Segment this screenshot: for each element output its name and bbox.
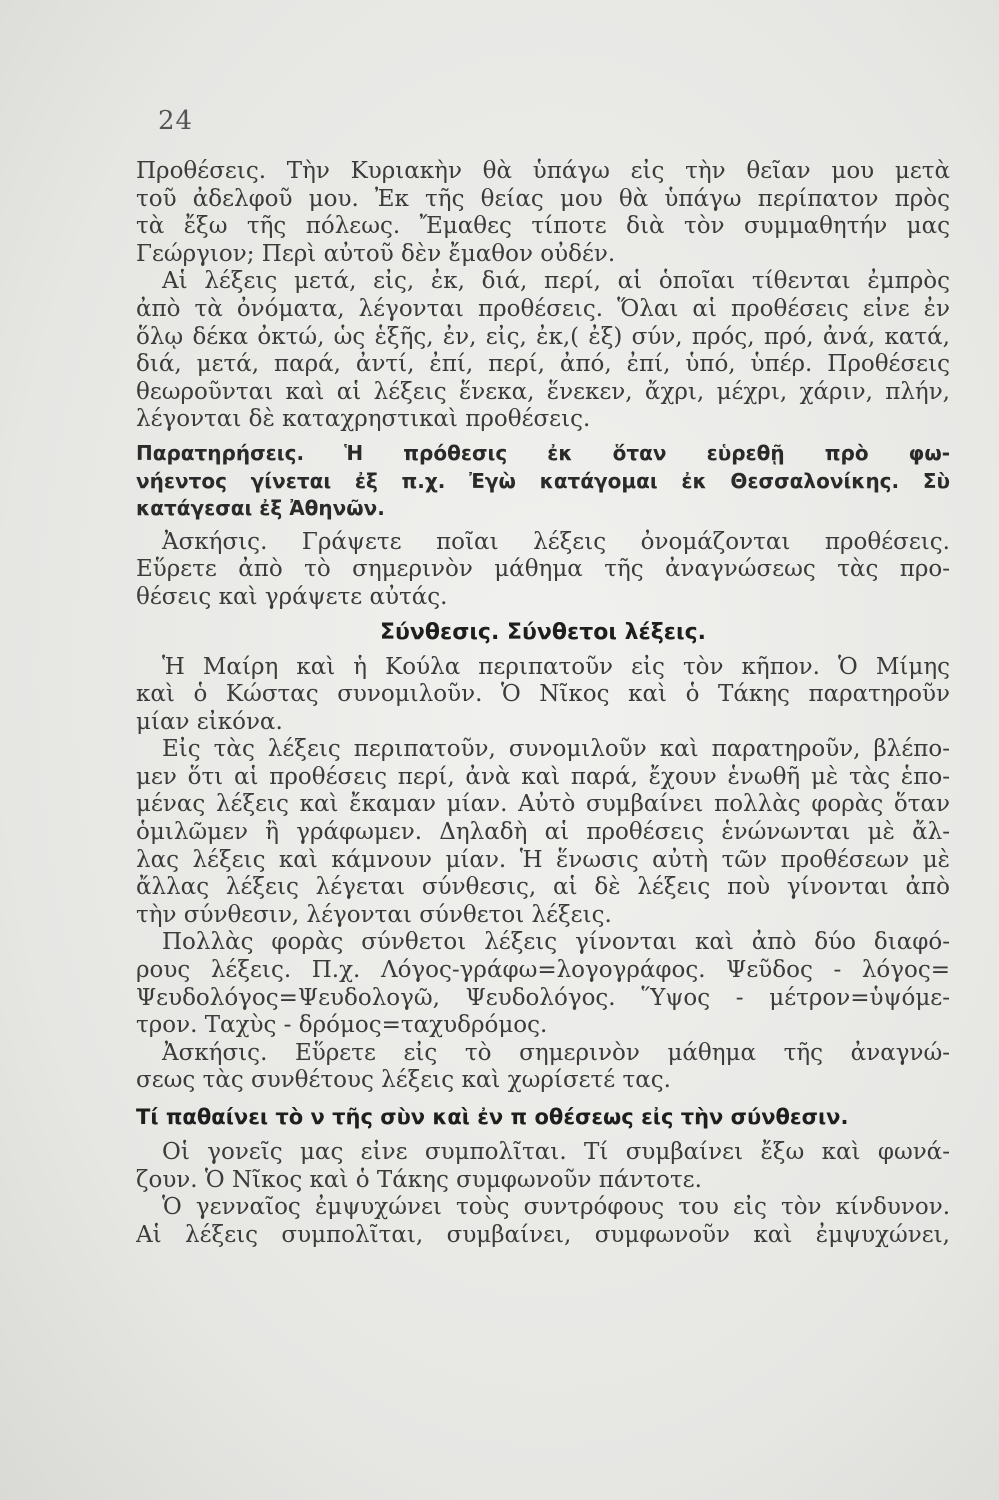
exercise-line: Εὕρετε ἀπὸ τὸ σημερινὸν μάθημα τῆς ἀναγνώσεως τὰς προ- [136,556,950,583]
text-line: ἄλλας λέξεις λέγεται σύνθεσις, αἱ δὲ λέξεις ποὺ γίνονται ἀπὸ [136,874,950,901]
text-line: καὶ ὁ Κώστας συνομιλοῦν. Ὁ Νῖκος καὶ ὁ Τάκης παρατηροῦν [136,681,950,708]
text-line: λέγονται δὲ καταχρηστικαὶ προθέσεις. [136,406,591,433]
remark-line: νήεντος γίνεται ἐξ π.χ. Ἐγὼ κατάγομαι ἐκ Θεσσαλονίκης. Σὺ [136,468,950,493]
text-line: Ὁ γενναῖος ἐμψυχώνει τοὺς συντρόφους του εἰς τὸν κίνδυνον. [162,1194,950,1221]
text-line: Οἱ γονεῖς μας εἶνε συμπολῖται. Τί συμβαίνει ἔξω καὶ φωνά- [162,1139,950,1165]
text-line: θεωροῦνται καὶ αἱ λέξεις ἕνεκα, ἕνεκεν, ἄχρι, μέχρι, χάριν, πλήν, [136,378,950,405]
text-line: τὴν σύνθεσιν, λέγονται σύνθετοι λέξεις. [136,901,612,928]
text-line: ἀπὸ τὰ ὀνόματα, λέγονται προθέσεις. Ὅλαι αἱ προθέσεις εἶνε ἐν [136,295,950,322]
text-line: ὁμιλῶμεν ἢ γράφωμεν. Δηλαδὴ αἱ προθέσεις ἑνώνωνται μὲ ἄλ- [136,819,950,846]
text-line: Πολλὰς φορὰς σύνθετοι λέξεις γίνονται καὶ ἀπὸ δύο διαφό- [162,929,950,956]
section-heading: Τί παθαίνει τὸ ν τῆς σὺν καὶ ἐν π οθέσεως εἰς τὴν σύνθεσιν. [136,1105,849,1129]
text-line: λας λέξεις καὶ κάμνουν μίαν. Ἡ ἕνωσις αὐτὴ τῶν προθέσεων μὲ [136,846,950,873]
text-line: ὅλῳ δέκα ὀκτώ, ὡς ἑξῆς, ἐν, εἰς, ἐκ,( ἐξ) σύν, πρός, πρό, ἀνά, κατά, [136,323,950,350]
exercise-line: Ἀσκήσις. Εὕρετε εἰς τὸ σημερινὸν μάθημα τῆς ἀναγνώ- [162,1039,950,1066]
text-line: Εἰς τὰς λέξεις περιπατοῦν, συνομιλοῦν καὶ παρατηροῦν, βλέπο- [162,736,950,763]
text-line: Γεώργιον; Περὶ αὐτοῦ δὲν ἔμαθον οὐδέν. [136,240,616,267]
text-line: μένας λέξεις καὶ ἔκαμαν μίαν. Αὐτὸ συμβαίνει πολλὰς φορὰς ὅταν [136,791,950,818]
text-line: μεν ὅτι αἱ προθέσεις περί, ἀνὰ καὶ παρά, ἔχουν ἑνωθῆ μὲ τὰς ἑπο- [136,763,950,790]
text-line: τρον. Ταχὺς - δρόμος=ταχυδρόμος. [136,1012,548,1039]
text-line: διά, μετά, παρά, ἀντί, ἐπί, περί, ἀπό, ἐπί, ὑπό, ὑπέρ. Προθέσεις [136,351,950,378]
text-line: ζουν. Ὁ Νῖκος καὶ ὁ Τάκης συμφωνοῦν πάντοτε. [136,1166,702,1193]
text-line: τὰ ἔξω τῆς πόλεως. Ἔμαθες τίποτε διὰ τὸν συμμαθητήν μας [136,213,950,240]
exercise-line: θέσεις καὶ γράψετε αὐτάς. [136,583,448,610]
text-line: τοῦ ἀδελφοῦ μου. Ἐκ τῆς θείας μου θὰ ὑπάγω περίπατον πρὸς [136,185,950,212]
text-line: μίαν εἰκόνα. [136,708,283,735]
exercise-line: σεως τὰς συνθέτους λέξεις καὶ χωρίσετέ τας. [136,1067,671,1094]
exercise-line: Ἀσκήσις. Γράψετε ποῖαι λέξεις ὀνομάζονται προθέσεις. [162,528,950,555]
text-line: Προθέσεις. Τὴν Κυριακὴν θὰ ὑπάγω εἰς τὴν θεῖαν μου μετὰ [136,158,950,184]
remark-line: Παρατηρήσεις. Ἡ πρόθεσις ἐκ ὅταν εὑρεθῇ πρὸ φω- [136,440,950,465]
text-line: Αἱ λέξεις μετά, εἰς, ἐκ, διά, περί, αἱ ὁποῖαι τίθενται ἐμπρὸς [162,268,950,295]
section-heading: Σύνθεσις. Σύνθετοι λέξεις. [380,619,706,645]
remark-line: κατάγεσαι ἐξ Ἀθηνῶν. [136,496,385,521]
text-line: Αἱ λέξεις συμπολῖται, συμβαίνει, συμφωνοῦν καὶ ἐμψυχώνει, [136,1221,950,1248]
page-number: 24 [158,106,194,136]
page-text [136,158,950,1249]
text-line: Ἡ Μαίρη καὶ ἡ Κούλα περιπατοῦν εἰς τὸν κῆπον. Ὁ Μίμης [162,653,950,680]
text-line: ρους λέξεις. Π.χ. Λόγος-γράφω=λογογράφος. Ψεῦδος - λόγος= [136,957,950,984]
text-line: Ψευδολόγος=Ψευδολογῶ, Ψευδολόγος. Ὕψος - μέτρον=ὑψόμε- [136,984,950,1011]
